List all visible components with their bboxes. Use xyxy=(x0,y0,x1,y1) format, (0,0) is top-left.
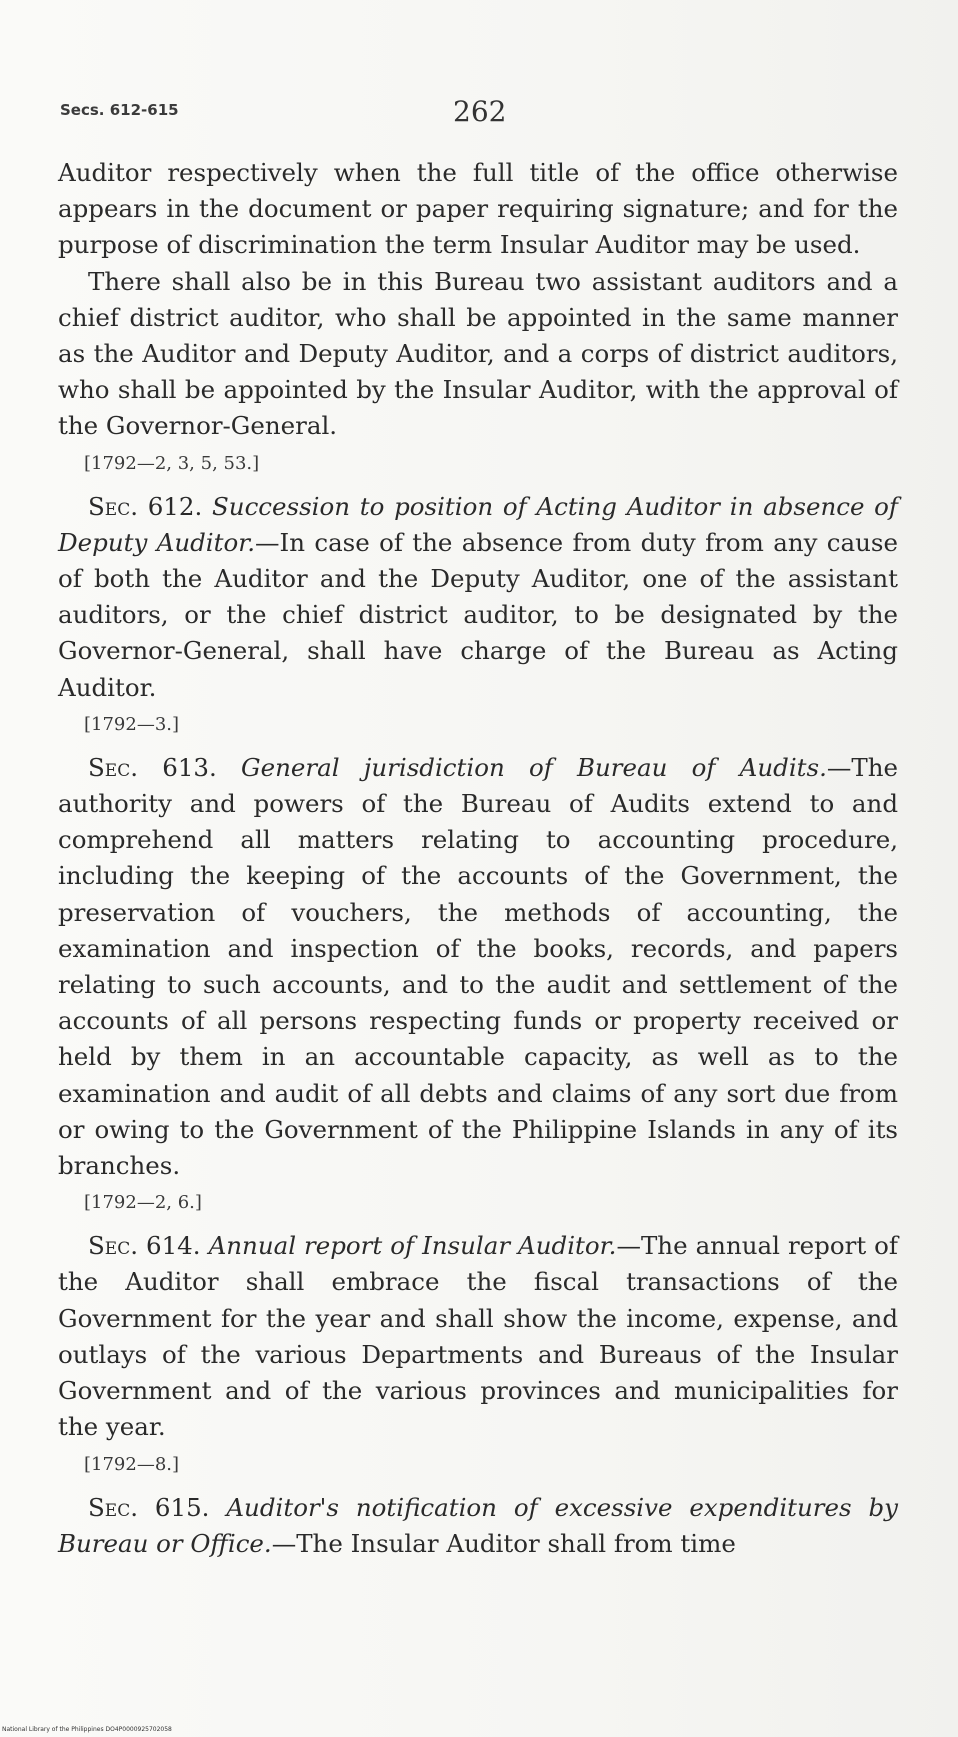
section-text: —The authority and powers of the Bureau of Audits extend to and comprehend all matters relating to accounting procedure, including the keeping of the accounts of the Government, the preservation of vouchers, the methods of accounting, the examination and inspection of the books, records, and papers relating to such accounts, and to the audit and settlement of the accounts of all persons respecting funds or property received or held by them in an accountable capacity, as well as to the examination and audit of all debts and claims of any sort due from or owing to the Government of the Philippine Islands in any of its branches. xyxy=(58,752,899,1181)
citation: [1792—8.] xyxy=(84,1453,180,1475)
section-label: Sec. 612. xyxy=(88,491,203,521)
section-text: —In case of the absence from duty from any cause of both the Auditor and the Deputy Auditor, one of the assistant auditors, or the chief district auditor, to be designated by the Governor-General, shall have charge of the Bureau as Acting Auditor. xyxy=(58,527,898,702)
section-label: Sec. 615. xyxy=(88,1492,210,1522)
section-range: Secs. 612-615 xyxy=(60,101,179,119)
section-text: —The annual report of the Auditor shall embrace the fiscal transactions of the Government for the year and shall show the income, expense, and outlays of the various Departments and Bureaus of the Insular Government and of the various provinces and municipalities for the year. xyxy=(58,1231,898,1442)
section-label: Sec. 613. xyxy=(88,752,217,782)
page-number: 262 xyxy=(453,95,507,128)
section-613 xyxy=(58,750,898,1184)
section-text: —The Insular Auditor shall from time xyxy=(271,1528,736,1558)
section-title: Succession to position of Acting Auditor in absence of Deputy Auditor. xyxy=(58,491,899,557)
section-title: General jurisdiction of Bureau of Audits. xyxy=(241,752,827,782)
section-title: Annual report of Insular Auditor. xyxy=(208,1231,617,1261)
paragraph: Auditor respectively when the full title of the office otherwise appears in the document or paper requiring signature; and for the purpose of discrimination the term Insular Auditor may be used. xyxy=(58,158,898,260)
citation: [1792—2, 6.] xyxy=(84,1192,202,1214)
section-615 xyxy=(58,1490,898,1562)
section-614 xyxy=(58,1228,898,1445)
running-head xyxy=(60,95,900,135)
section-612 xyxy=(58,489,898,706)
citation: [1792—3.] xyxy=(84,713,180,735)
scan-footer: National Library of the Philippines DO4P0000925702058 xyxy=(2,1726,172,1733)
section-title: Auditor's notification of excessive expenditures by Bureau or Office. xyxy=(58,1492,898,1558)
paragraph: There shall also be in this Bureau two assistant auditors and a chief district auditor, who shall be appointed in the same manner as the Auditor and Deputy Auditor, and a corps of district auditors, who shall be appointed by the Insular Auditor, with the approval of the Governor-General. xyxy=(58,266,898,441)
citation: [1792—2, 3, 5, 53.] xyxy=(84,452,260,474)
body-text xyxy=(58,155,898,1562)
section-label: Sec. 614. xyxy=(88,1231,201,1261)
